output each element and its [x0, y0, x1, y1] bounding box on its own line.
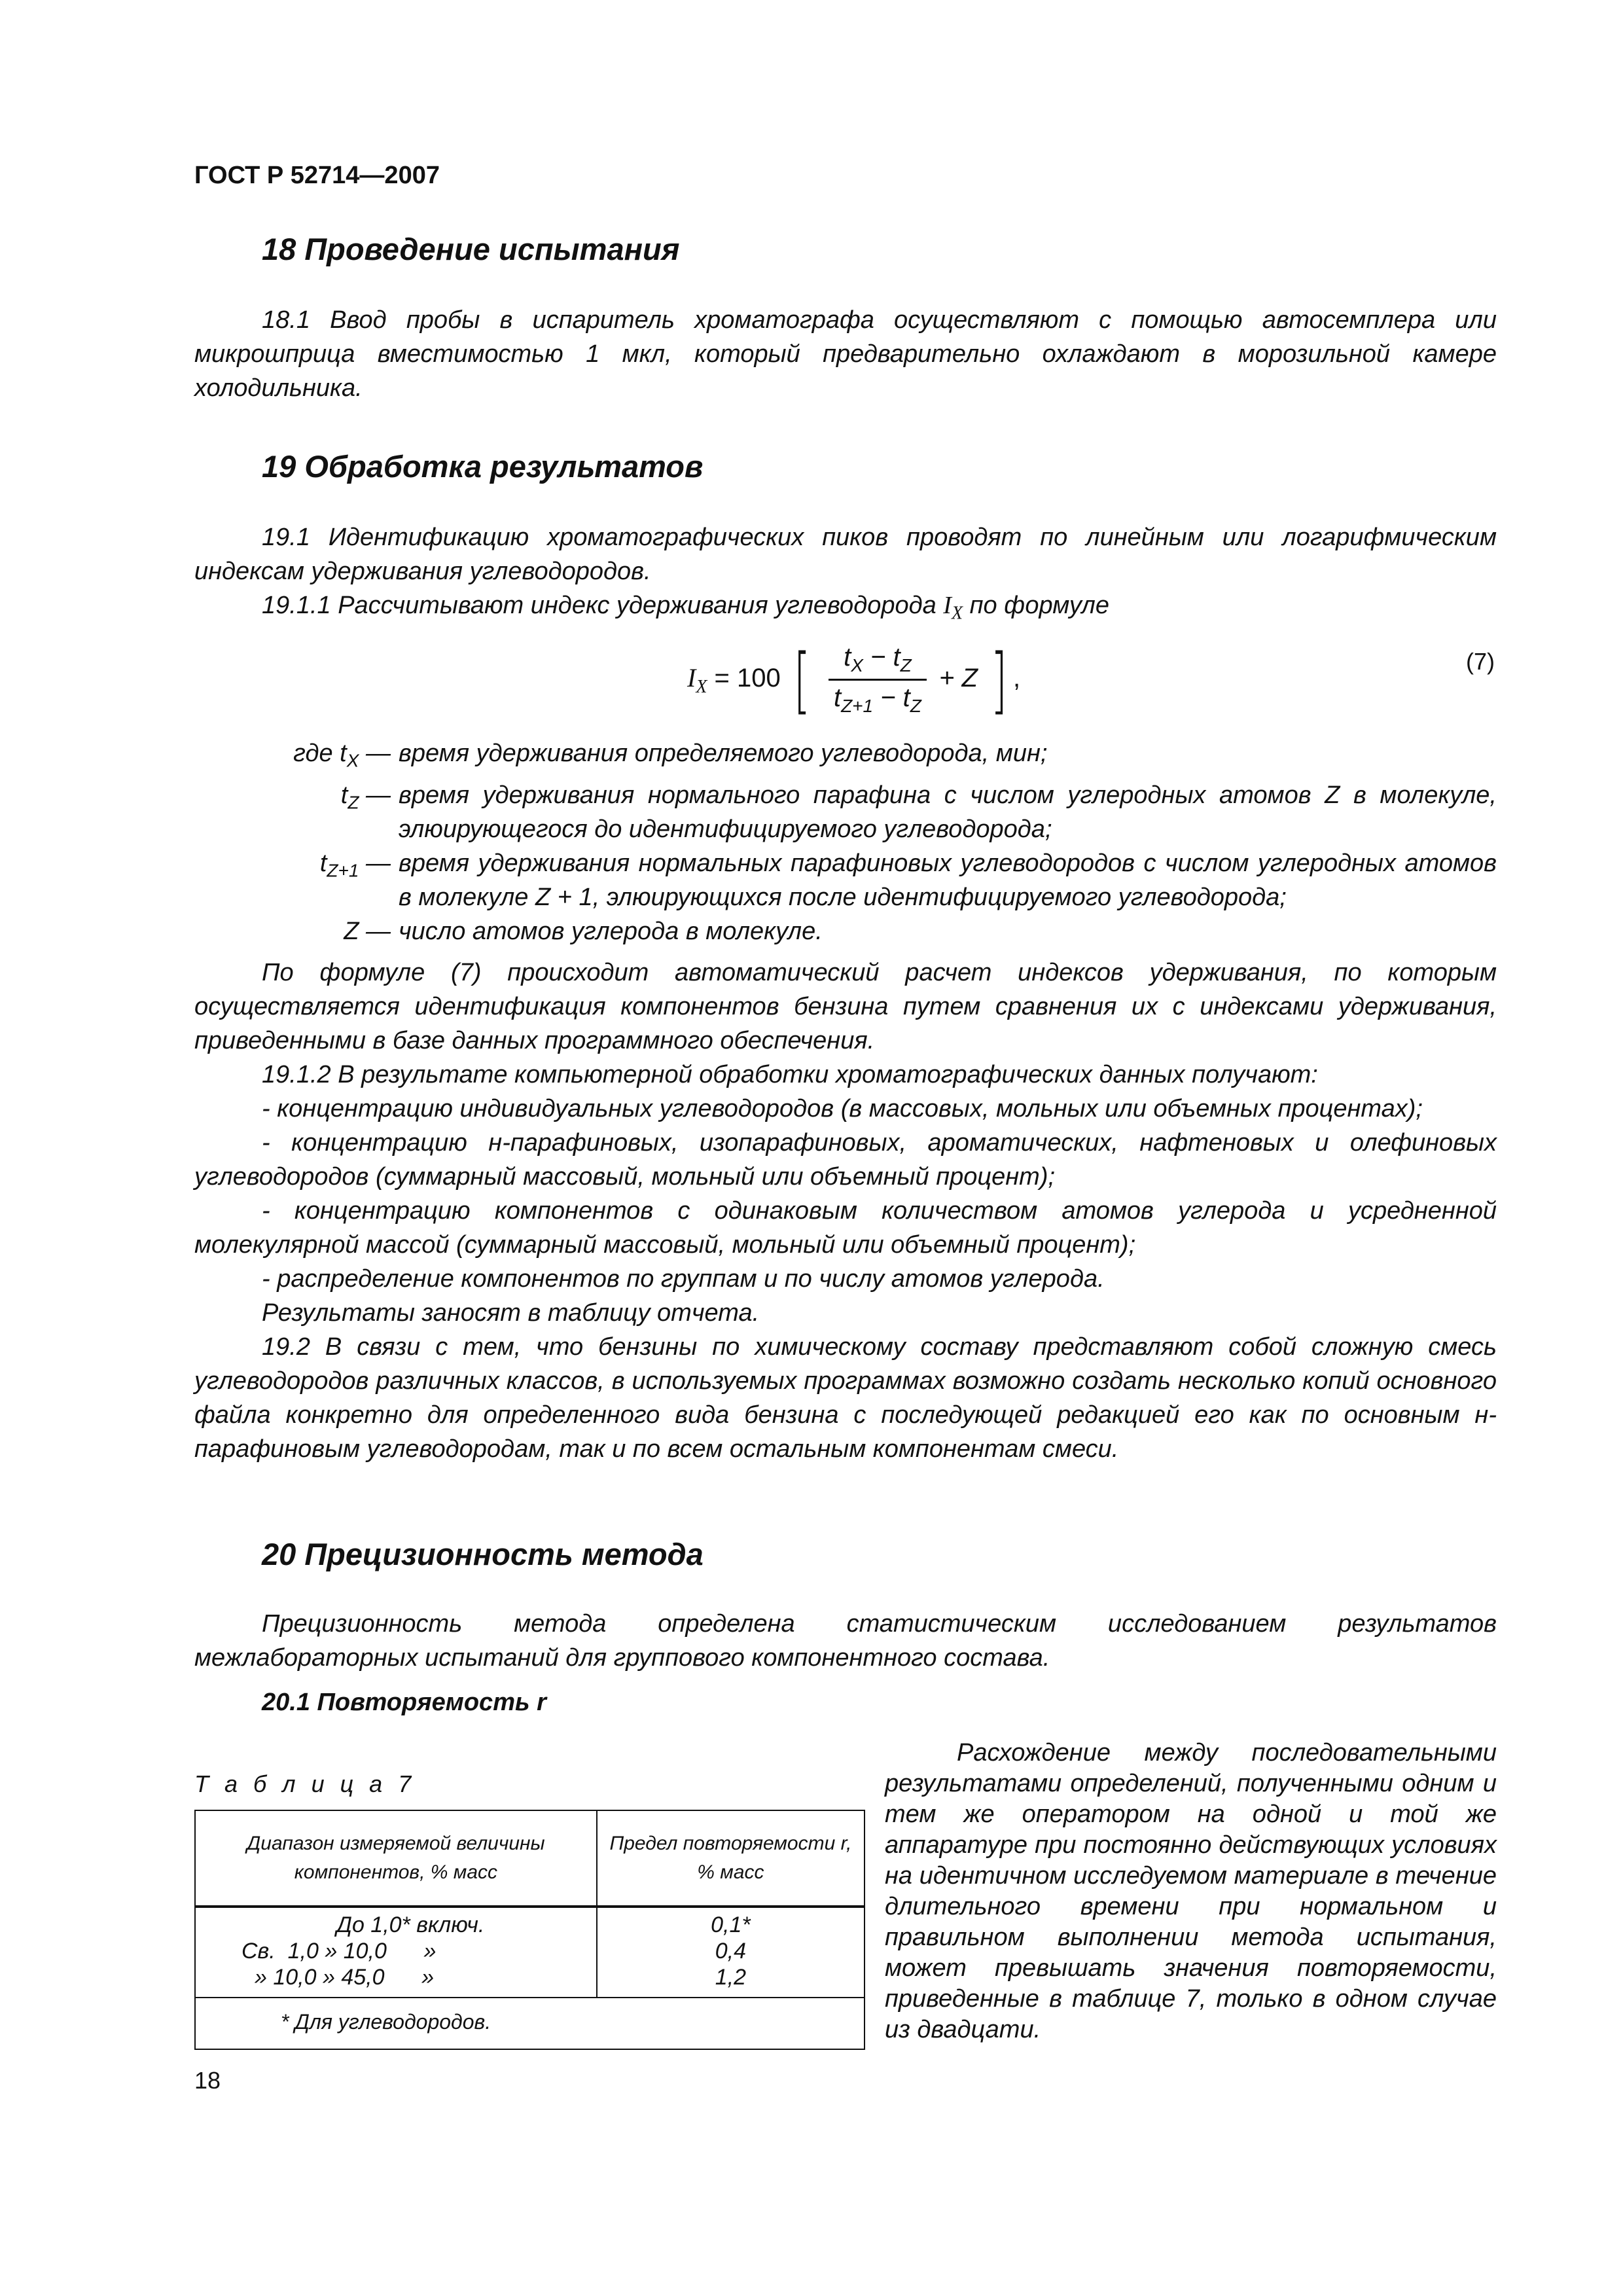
- den-sub-z: Z: [910, 696, 921, 716]
- definition-symbol-sub: Z+1: [327, 860, 359, 881]
- section-20-title: 20 Прецизионность метода: [262, 1537, 704, 1571]
- paragraph-19-1: 19.1 Идентификацию хроматографических пиков проводят по линейным или логарифмическим индексам удерживания углеводородов.: [194, 524, 1497, 585]
- index-symbol: [943, 592, 963, 624]
- subsection-20-1-title: 20.1 Повторяемость r: [262, 1689, 546, 1716]
- list-item: - распределение компонентов по группам и по числу атомов углерода.: [262, 1265, 1105, 1293]
- table-7: [194, 1770, 865, 2050]
- num-sub-x: X: [851, 655, 863, 675]
- table-caption: Т а б л и ц а 7: [194, 1770, 416, 1797]
- paragraph-18-1: 18.1 Ввод пробы в испаритель хроматографа осуществляют с помощью автосемплера или микрошприца вместимостью 1 мкл, который предварительно охлаждают в морозильной камере холодильника.: [194, 306, 1497, 402]
- formula-lhs-sub: X: [696, 677, 707, 698]
- definition-symbol-main: где t: [293, 740, 347, 767]
- definition-dash: —: [359, 781, 391, 809]
- definition-dash: —: [359, 740, 391, 767]
- paragraph-19-1-1-tail: по формуле: [963, 592, 1109, 619]
- den-sub-z1: Z+1: [841, 696, 874, 716]
- limit-value: 1,2: [715, 1965, 747, 1990]
- num-t: t: [844, 643, 851, 672]
- column-header-limit: Предел повторяемости r, % масс: [597, 1810, 865, 1907]
- paragraph-19-1-2: 19.1.2 В результате компьютерной обработки хроматографических данных получают:: [262, 1061, 1318, 1088]
- definition-item: [194, 778, 1497, 846]
- definition-dash: —: [359, 849, 391, 877]
- den-minus-t: − t: [873, 683, 910, 712]
- definitions-list: [194, 736, 1497, 948]
- column-header-range: Диапазон измеряемой величины компонентов, % масс: [195, 1810, 597, 1907]
- definition-item: [194, 914, 1497, 948]
- definition-text: время удерживания нормальных парафиновых углеводородов с числом углеродных атомов в молекуле Z + 1, элюирующихся после идентифицируемого углеводорода;: [399, 849, 1497, 911]
- formula-numerator: [829, 643, 927, 681]
- repeatability-description: Расхождение между последовательными результатами определений, полученными одним и тем же оператором на одной и той же аппаратуре при постоянно действующих условиях на идентичном исследуемом материале в течение длительного времени при нормальном и правильном выполнении метода испытания, может превышать значения повторяемости, приведенные в таблице 7, только в одном случае из двадцати.: [885, 1739, 1497, 2043]
- table-header-row: [195, 1810, 865, 1907]
- paragraph-19-2: 19.2 В связи с тем, что бензины по химическому составу представляют собой сложную смесь углеводородов различных классов, в используемых программах возможно создать несколько копий основного файла конкретно для определенного вида бензина с последующей редакцией его как по основным н-парафиновым углеводородам, так и по всем остальным компонентам смеси.: [194, 1333, 1497, 1463]
- paragraph-results: Результаты заносят в таблицу отчета.: [262, 1299, 760, 1327]
- formula-equals: = 100: [707, 664, 781, 693]
- num-sub-z: Z: [900, 655, 912, 675]
- section-20-body: [194, 1607, 1497, 1675]
- range-value: » 10,0 » 45,0 »: [255, 1965, 435, 1990]
- right-bracket: ]: [990, 637, 1008, 722]
- formula-number: (7): [1466, 648, 1495, 675]
- definition-text: время удерживания нормального парафина с числом углеродных атомов Z в молекуле, элюирующегося до идентифицируемого углеводорода;: [399, 781, 1497, 843]
- paragraph-formula-note: По формуле (7) происходит автоматический расчет индексов удерживания, по которым осуществляется идентификация компонентов бензина путем сравнения их с индексами удерживания, приведенными в базе данных программного обеспечения.: [194, 959, 1497, 1054]
- limit-value: 0,4: [715, 1939, 747, 1964]
- section-18-title: 18 Проведение испытания: [262, 232, 680, 266]
- section-19-body: [194, 956, 1497, 1466]
- list-item: - концентрацию индивидуальных углеводородов (в массовых, мольных или объемных процентах);: [262, 1095, 1423, 1122]
- definition-symbol-main: Z: [344, 917, 359, 945]
- table-footnote: * Для углеводородов.: [195, 1998, 865, 2049]
- section-19-intro: [194, 520, 1497, 631]
- range-value: Св. 1,0 » 10,0 »: [241, 1939, 437, 1964]
- formula-fraction: [829, 643, 927, 717]
- definition-symbol-main: t: [340, 781, 348, 809]
- list-item: - концентрацию компонентов с одинаковым количеством атомов углерода и усредненной молекулярной массой (суммарный массовый, мольный или объемный процент);: [194, 1197, 1497, 1259]
- definition-text: число атомов углерода в молекуле.: [399, 917, 823, 945]
- definition-item: [194, 736, 1497, 778]
- definition-symbol: [194, 914, 399, 948]
- paragraph-20-intro: Прецизионность метода определена статистическим исследованием результатов межлабораторных испытаний для группового компонентного состава.: [194, 1610, 1497, 1672]
- page-number: 18: [194, 2067, 221, 2094]
- definition-symbol-sub: X: [346, 750, 359, 771]
- definition-text: время удерживания определяемого углеводорода, мин;: [399, 740, 1048, 767]
- formula-plus-z: + Z: [939, 664, 978, 693]
- definition-symbol-main: t: [319, 849, 327, 877]
- index-symbol-sub: X: [951, 603, 963, 624]
- range-cell: [195, 1907, 597, 1998]
- section-18-body: [194, 303, 1497, 405]
- repeatability-table: [194, 1810, 865, 2050]
- table-note-row: [195, 1998, 865, 2049]
- definition-symbol: [194, 778, 399, 846]
- index-symbol-main: I: [943, 592, 952, 619]
- list-item: - концентрацию н-парафиновых, изопарафиновых, ароматических, нафтеновых и олефиновых углеводородов (суммарный массовый, мольный или объемный процент);: [194, 1129, 1497, 1191]
- paragraph-19-1-1: [194, 588, 1497, 631]
- range-value: До 1,0* включ.: [336, 1912, 485, 1937]
- table-row: [195, 1907, 865, 1998]
- formula-7: [687, 637, 1021, 722]
- formula-lhs: [687, 663, 707, 698]
- definition-item: [194, 846, 1497, 914]
- den-t: t: [833, 683, 842, 712]
- section-19-title: 19 Обработка результатов: [262, 449, 704, 484]
- limit-value: 0,1*: [711, 1912, 751, 1937]
- limit-cell: [597, 1907, 865, 1998]
- formula-lhs-symbol: I: [687, 663, 696, 693]
- formula-comma: ,: [1012, 664, 1021, 693]
- left-bracket: [: [793, 637, 811, 722]
- definition-dash: —: [359, 917, 391, 945]
- definition-symbol: [194, 846, 399, 914]
- formula-denominator: [829, 681, 927, 717]
- definition-symbol-sub: Z: [348, 792, 359, 813]
- definition-symbol: [194, 736, 399, 778]
- document-header: ГОСТ Р 52714—2007: [194, 162, 440, 189]
- num-minus-t: − t: [863, 643, 901, 672]
- paragraph-19-1-1-text: 19.1.1 Рассчитывают индекс удерживания углеводорода: [262, 592, 944, 619]
